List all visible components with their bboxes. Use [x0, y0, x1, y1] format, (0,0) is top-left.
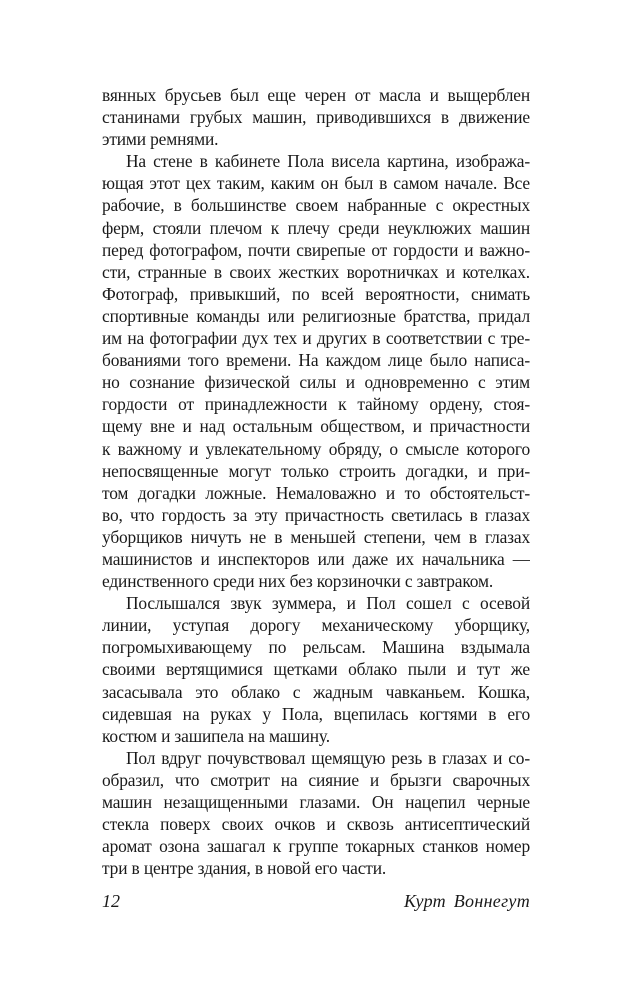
text-line: Послышался звук зуммера, и Пол сошел с осевой: [126, 593, 530, 614]
text-line: перед фотографом, почти свирепые от гордости и важно-: [102, 239, 530, 260]
text-line: три в центре здания, в новой его части.: [102, 858, 387, 879]
text-line: бованиями того времени. На каждом лице было написа-: [102, 350, 530, 371]
paragraph: [102, 592, 530, 747]
text-line: сидевшая на руках у Пола, вцепилась когтями в его: [102, 703, 530, 724]
text-line: костюм и зашипела на машину.: [102, 725, 330, 746]
text-line: этими ремнями.: [102, 129, 219, 150]
text-line: Фотограф, привыкший, по всей вероятности, снимать: [102, 283, 530, 304]
text-line: засасывала это облако с жадным чавканьем. Кошка,: [102, 681, 530, 702]
text-line: станинами грубых машин, приводившихся в движение: [102, 107, 530, 128]
text-line: к важному и увлекательному обряду, о смысле которого: [102, 438, 530, 459]
text-line: рабочие, в большинстве своем набранные с окрестных: [102, 195, 530, 216]
text-line: машин незащищенными глазами. Он нацепил черные: [102, 792, 530, 812]
running-title-author: Курт Воннегут: [404, 891, 530, 911]
text-line: том догадки ложные. Немаловажно и то обстоятельст-: [102, 482, 530, 503]
page-footer: [102, 891, 530, 915]
text-line: Пол вдруг почувствовал щемящую резь в глазах и со-: [126, 747, 530, 768]
text-line: погромыхивающему по рельсам. Машина вздымала: [102, 637, 530, 658]
paragraph: [102, 747, 530, 880]
text-line: им на фотографии дух тех и других в соответствии с тре-: [102, 328, 530, 349]
text-line: сти, странные в своих жестких воротничках и котелках.: [102, 261, 530, 282]
text-line: уборщиков ничуть не в меньшей степени, чем в глазах: [102, 526, 530, 547]
paragraph: [102, 150, 530, 592]
text-line: ферм, стояли плечом к плечу среди неуклюжих машин: [102, 217, 530, 238]
text-line: спортивные команды или религиозные братства, придал: [102, 305, 530, 326]
body-text: [102, 84, 530, 879]
paragraph: [102, 84, 530, 150]
text-line: На стене в кабинете Пола висела картина, изобража-: [126, 151, 530, 172]
text-line: во, что гордость за эту причастность светилась в глазах: [102, 504, 530, 525]
text-line: своими вертящимися щетками облако пыли и тут же: [102, 659, 530, 680]
text-line: щему вне и над остальным обществом, и причастности: [102, 416, 530, 437]
text-line: вянных брусьев был еще черен от масла и выщерблен: [102, 85, 530, 105]
text-line: аромат озона зашагал к группе токарных станков номер: [102, 836, 530, 857]
text-line: ющая этот цех таким, каким он был в самом начале. Все: [102, 173, 530, 194]
page-number: 12: [102, 891, 120, 911]
text-line: стекла поверх своих очков и сквозь антисептический: [102, 814, 530, 835]
text-line: гордости от принадлежности к тайному ордену, стоя-: [102, 394, 530, 415]
text-line: линии, уступая дорогу механическому уборщику,: [102, 615, 530, 636]
text-line: машинистов и инспекторов или даже их начальника —: [102, 548, 530, 569]
text-line: но сознание физической силы и одновременно с этим: [102, 372, 530, 393]
text-line: единственного среди них без корзиночки с завтраком.: [102, 571, 494, 592]
text-line: образил, что смотрит на сияние и брызги сварочных: [102, 769, 530, 790]
text-line: непосвященные могут только строить догадки, и при-: [102, 460, 530, 481]
